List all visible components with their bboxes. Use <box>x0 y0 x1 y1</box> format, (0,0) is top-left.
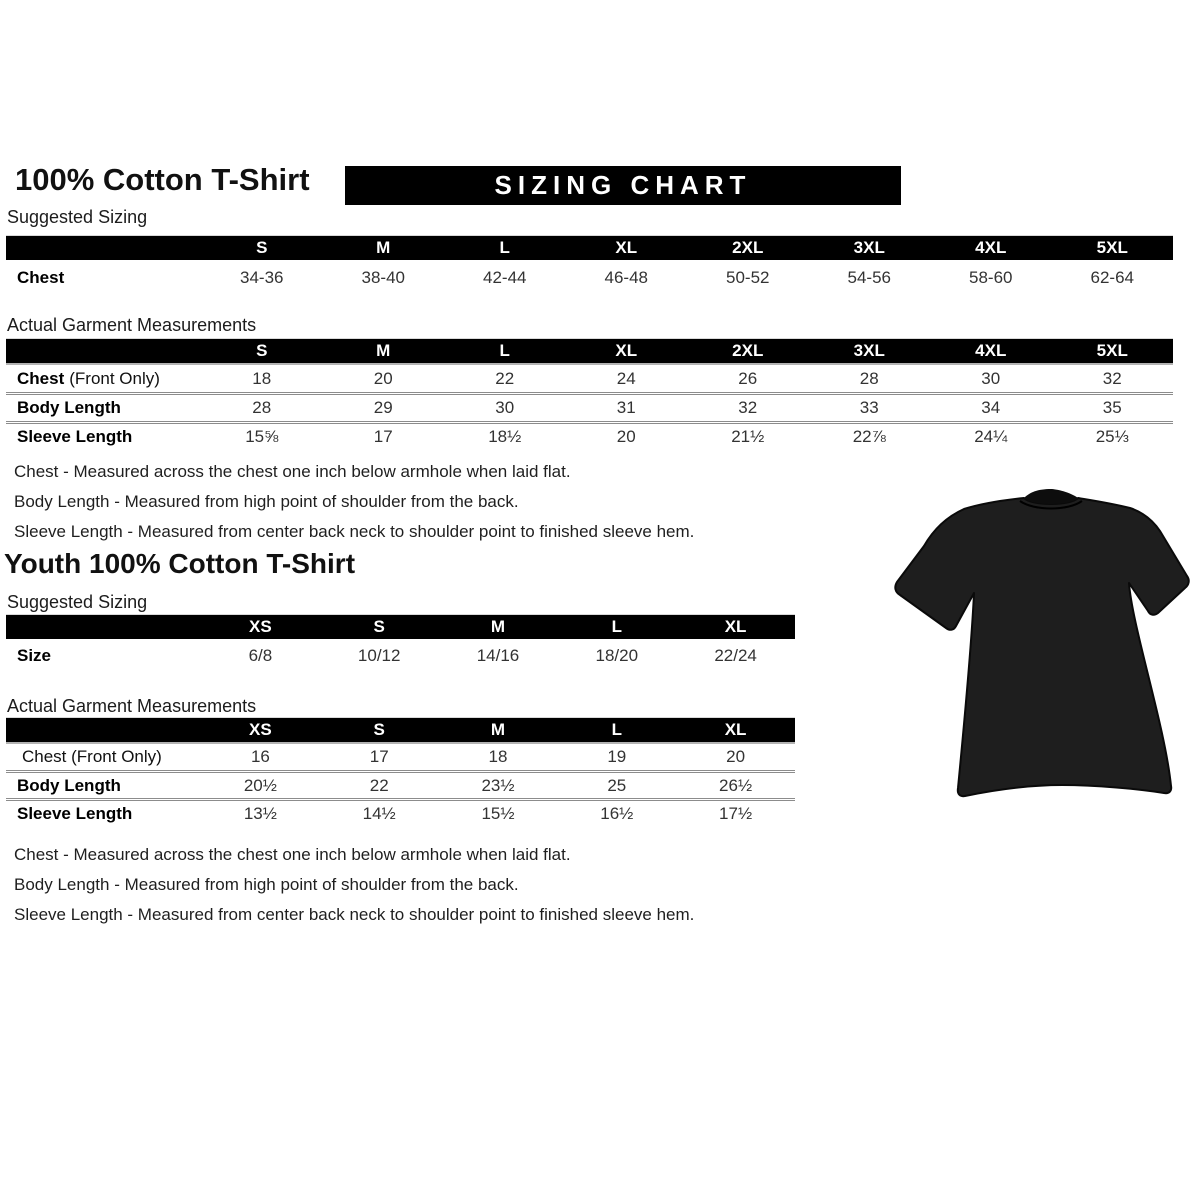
table-row <box>6 392 1173 421</box>
cell: 28 <box>252 398 272 417</box>
page-title: 100% Cotton T-Shirt <box>15 162 310 197</box>
cell: 13½ <box>243 803 277 823</box>
youth-section-title: Youth 100% Cotton T-Shirt <box>4 548 356 579</box>
row-label-text: Body Length <box>17 398 121 417</box>
adult-actual-measurements-table <box>6 338 1173 450</box>
header-cell: XS <box>249 720 272 739</box>
black-tshirt-image <box>884 476 1198 810</box>
note-chest: Chest - Measured across the chest one inch below armhole when laid flat. <box>14 845 571 864</box>
header-cell: 4XL <box>975 238 1007 257</box>
cell: 32 <box>738 398 758 417</box>
cell: 15⅝ <box>245 427 279 446</box>
row-label-text: Chest <box>17 368 65 388</box>
row-label <box>6 427 201 447</box>
table-row <box>6 770 795 798</box>
cell: 46-48 <box>604 268 648 287</box>
row-label <box>6 747 201 767</box>
cell: 16 <box>250 747 270 766</box>
cell: 6/8 <box>248 646 273 665</box>
table-header-row <box>6 339 1173 363</box>
youth-actual-measurements-label: Actual Garment Measurements <box>7 696 257 716</box>
row-label <box>6 398 201 418</box>
note-sleeve-length: Sleeve Length - Measured from center back neck to shoulder point to finished sleeve hem. <box>14 905 695 924</box>
cell: 23½ <box>481 775 515 795</box>
row-label <box>6 804 201 824</box>
cell: 30 <box>495 398 515 417</box>
header-cell: L <box>611 617 622 636</box>
row-label-suffix: Chest (Front Only) <box>22 747 162 766</box>
note-sleeve-length: Sleeve Length - Measured from center back neck to shoulder point to finished sleeve hem. <box>14 522 695 541</box>
header-cell: M <box>490 720 506 739</box>
header-cell: M <box>490 617 506 636</box>
cell: 22⅞ <box>852 427 886 446</box>
header-cell: 3XL <box>853 238 885 257</box>
row-label-text: Sleeve Length <box>17 427 133 446</box>
header-cell-empty <box>6 615 201 639</box>
cell: 20 <box>726 747 746 766</box>
row-label <box>6 646 201 666</box>
header-cell-empty <box>6 339 201 363</box>
cell: 35 <box>1102 398 1122 417</box>
cell: 28 <box>859 368 879 388</box>
adult-suggested-sizing-table <box>6 235 1173 296</box>
youth-actual-measurements-table <box>6 717 795 826</box>
adult-suggested-sizing-label: Suggested Sizing <box>7 207 148 227</box>
header-cell: S <box>256 341 268 360</box>
header-cell: XL <box>615 238 638 257</box>
cell: 20 <box>616 427 636 446</box>
header-cell: 5XL <box>1096 341 1128 360</box>
table-row <box>6 742 795 770</box>
header-cell: M <box>376 238 391 257</box>
cell: 18½ <box>488 427 522 446</box>
table-row <box>6 260 1173 296</box>
cell: 22/24 <box>714 646 757 665</box>
cell: 29 <box>373 398 393 417</box>
row-label-suffix: (Front Only) <box>69 368 160 388</box>
cell: 34 <box>981 398 1001 417</box>
tshirt-body <box>895 498 1188 796</box>
header-cell: XS <box>249 617 272 636</box>
table-row <box>6 363 1173 392</box>
row-label <box>6 268 201 288</box>
cell: 32 <box>1102 368 1122 388</box>
youth-measurement-notes <box>14 840 694 930</box>
header-cell: 4XL <box>975 341 1007 360</box>
row-label-text: Sleeve Length <box>17 803 133 823</box>
cell: 33 <box>859 398 879 417</box>
cell: 16½ <box>600 803 634 823</box>
cell: 14½ <box>362 803 396 823</box>
cell: 18 <box>488 747 508 766</box>
cell: 24 <box>616 368 636 388</box>
table-row <box>6 798 795 826</box>
row-label <box>6 369 201 389</box>
table-header-row <box>6 615 795 639</box>
cell: 18/20 <box>595 646 639 665</box>
cell: 26 <box>738 368 758 388</box>
cell: 42-44 <box>483 268 527 287</box>
cell: 34-36 <box>240 268 284 287</box>
cell: 20½ <box>243 775 277 795</box>
cell: 17 <box>373 427 393 446</box>
header-cell: L <box>611 720 622 739</box>
header-cell: M <box>376 341 391 360</box>
note-body-length: Body Length - Measured from high point of shoulder from the back. <box>14 875 519 894</box>
youth-suggested-sizing-table <box>6 614 795 673</box>
header-cell: 2XL <box>732 341 764 360</box>
cell: 10/12 <box>357 646 401 665</box>
header-cell: 5XL <box>1096 238 1128 257</box>
header-cell: 3XL <box>853 341 885 360</box>
row-label-text: Body Length <box>17 775 121 795</box>
table-row <box>6 639 795 673</box>
row-label-text: Chest <box>17 268 65 287</box>
cell: 14/16 <box>476 646 520 665</box>
header-cell: L <box>499 238 510 257</box>
cell: 19 <box>607 747 627 766</box>
cell: 58-60 <box>969 268 1013 287</box>
header-cell: XL <box>724 720 747 739</box>
cell: 25 <box>607 775 627 795</box>
cell: 30 <box>981 368 1001 388</box>
adult-measurement-notes <box>14 457 694 547</box>
cell: 18 <box>252 368 272 388</box>
row-label-text: Size <box>17 646 52 665</box>
header-cell: L <box>499 341 510 360</box>
youth-suggested-sizing-label: Suggested Sizing <box>7 592 148 612</box>
cell: 25⅓ <box>1095 427 1129 446</box>
cell: 20 <box>373 368 393 388</box>
cell: 26½ <box>719 775 753 795</box>
cell: 54-56 <box>847 268 891 287</box>
header-cell: S <box>373 720 385 739</box>
sizing-chart-banner <box>345 166 901 205</box>
adult-actual-measurements-label: Actual Garment Measurements <box>7 315 257 335</box>
cell: 62-64 <box>1090 268 1134 287</box>
sizing-chart-banner-text: SIZING CHART <box>494 170 752 200</box>
tshirt-collar <box>1024 489 1078 504</box>
cell: 24¼ <box>974 427 1008 446</box>
cell: 50-52 <box>726 268 770 287</box>
header-cell: XL <box>724 617 747 636</box>
cell: 38-40 <box>361 268 405 287</box>
header-cell: XL <box>615 341 638 360</box>
cell: 31 <box>616 398 636 417</box>
cell: 22 <box>495 368 515 388</box>
cell: 21½ <box>731 427 765 446</box>
cell: 22 <box>369 775 389 795</box>
header-cell: S <box>373 617 385 636</box>
note-body-length: Body Length - Measured from high point of shoulder from the back. <box>14 492 519 511</box>
header-cell-empty <box>6 236 201 260</box>
cell: 17 <box>369 747 389 766</box>
cell: 15½ <box>481 803 515 823</box>
header-cell: S <box>256 238 268 257</box>
row-label <box>6 776 201 796</box>
table-header-row <box>6 236 1173 260</box>
table-row <box>6 421 1173 450</box>
header-cell-empty <box>6 718 201 742</box>
cell: 17½ <box>719 803 753 823</box>
table-header-row <box>6 718 795 742</box>
header-cell: 2XL <box>732 238 764 257</box>
note-chest: Chest - Measured across the chest one inch below armhole when laid flat. <box>14 462 571 481</box>
